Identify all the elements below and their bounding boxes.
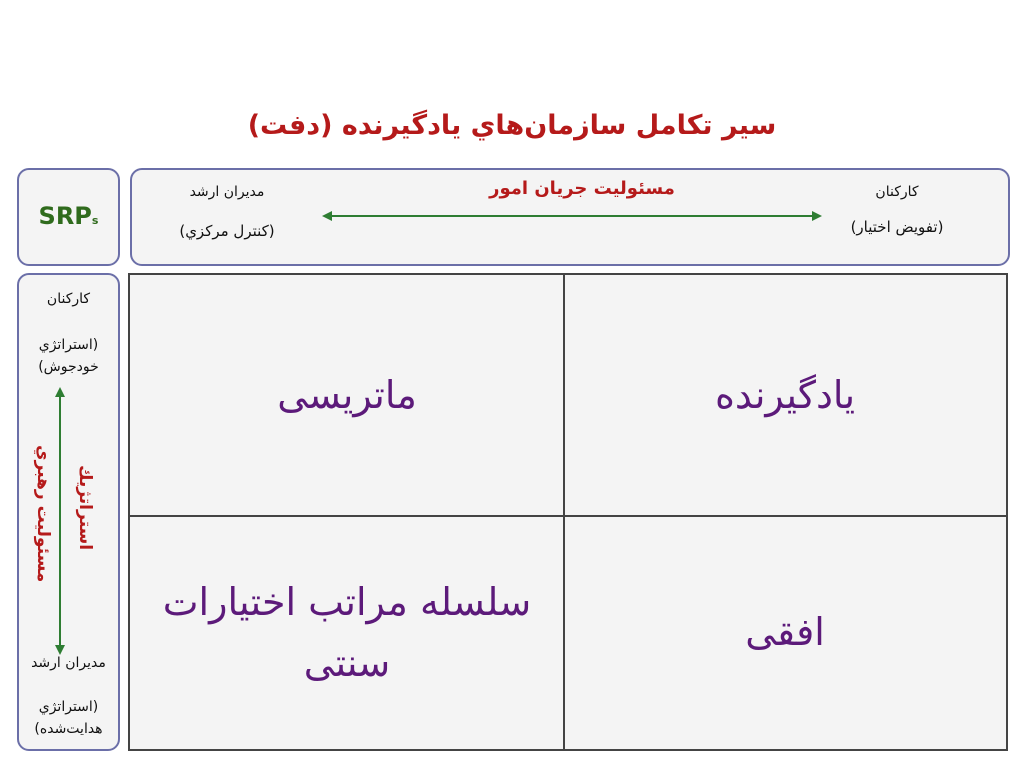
top-left-line2: (كنترل مركزي) [179, 222, 275, 240]
srps-label [19, 202, 118, 230]
srps-box [17, 168, 120, 266]
left-bottom-line1: مديران ارشد [31, 655, 106, 671]
top-left-line1: مديران ارشد [189, 184, 265, 200]
left-axis-label-2: استراتژيك [75, 465, 95, 551]
horizontal-double-arrow [322, 204, 822, 228]
cell-matrix [129, 274, 565, 517]
left-bottom-line2: (استراتژي [38, 699, 99, 715]
cell-horizontal [563, 515, 1007, 750]
matrix-grid [128, 273, 1008, 751]
cell-learning [563, 274, 1007, 517]
cell-matrix-label: ماتريسی [277, 373, 417, 418]
cell-hierarchy-line1: سلسله مراتب اختيارات [162, 579, 532, 624]
vertical-double-arrow [53, 387, 67, 655]
left-top-line2: (استراتژي [38, 337, 99, 353]
cell-horizontal-label: افقی [745, 610, 825, 655]
left-bottom-line3: هدايت‌شده) [34, 721, 103, 737]
slide-title: سير تكامل سازمان‌هاي يادگيرنده (دفت) [247, 110, 777, 141]
top-axis-box [130, 168, 1010, 266]
left-axis-label-1: مسئوليت رهبري [33, 445, 53, 583]
top-axis-label: مسئوليت جريان امور [489, 178, 675, 199]
top-right-line2: (تفويض اختيار) [850, 218, 944, 236]
left-top-line1: كاركنان [46, 291, 91, 307]
srps-main: SRP [38, 202, 92, 230]
cell-hierarchy [129, 515, 565, 750]
cell-hierarchy-line2: سنتی [303, 640, 391, 685]
srps-sub: s [91, 214, 99, 227]
left-axis-box [17, 273, 120, 751]
left-top-line3: خودجوش) [38, 359, 99, 375]
top-right-line1: كاركنان [875, 184, 919, 200]
cell-learning-label: يادگيرنده [714, 373, 856, 418]
